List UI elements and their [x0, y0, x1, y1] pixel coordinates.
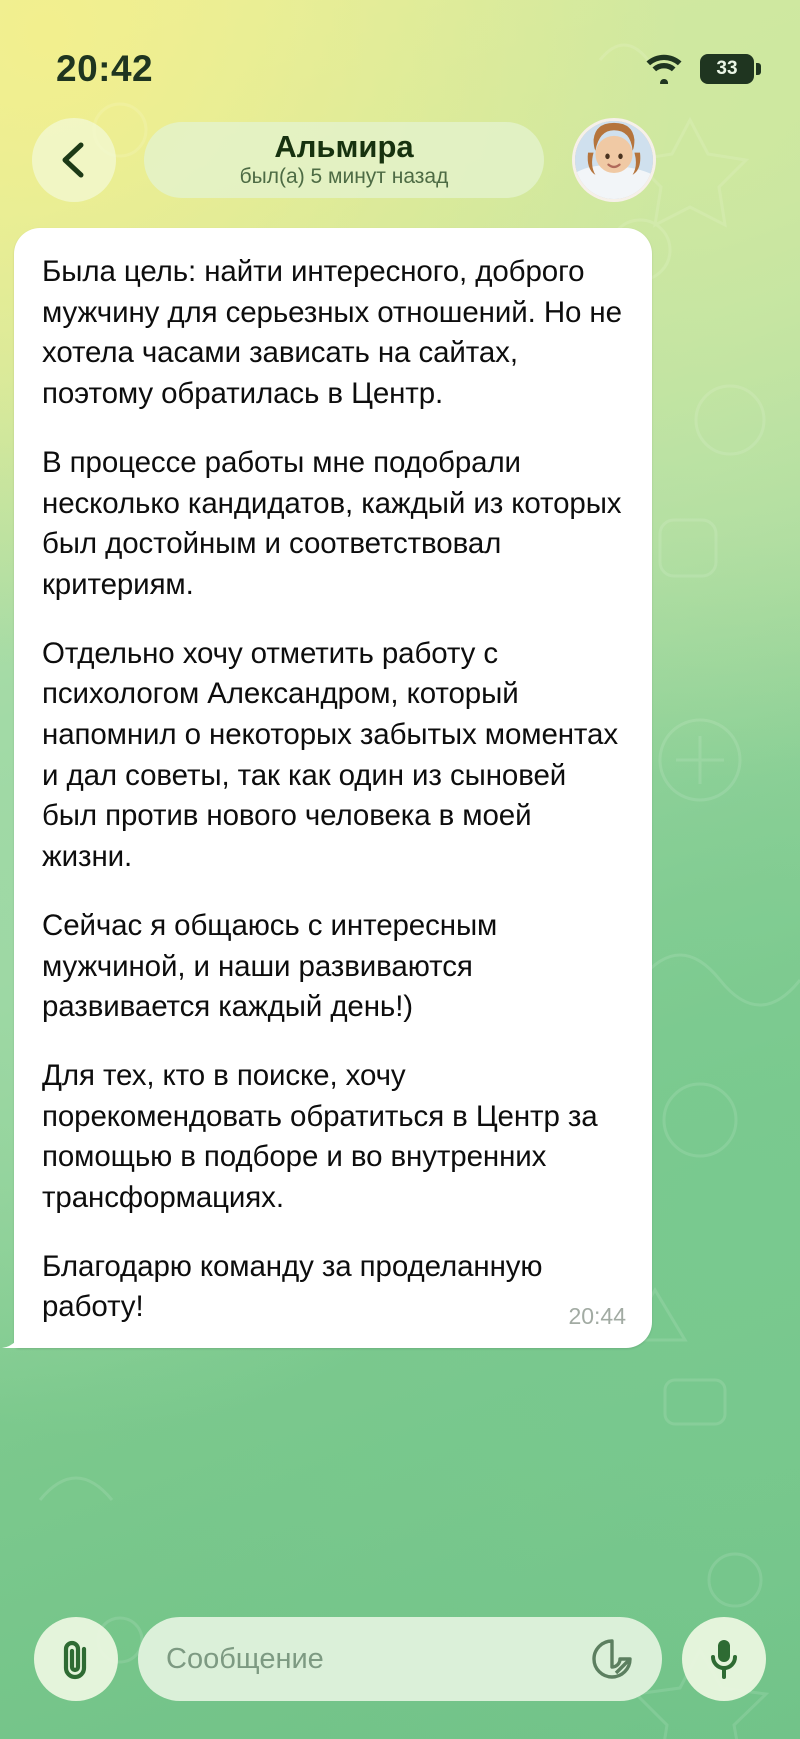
chat-title-pill[interactable] — [144, 122, 544, 198]
voice-record-button[interactable] — [682, 1617, 766, 1701]
bubble-tail — [2, 1324, 26, 1348]
message-paragraph: Была цель: найти интересного, доброго мужчину для серьезных отношений. Но не хотела часами зависать на сайтах, поэтому обратилась в Центр. — [42, 255, 622, 411]
chat-header — [0, 118, 800, 202]
message-input-placeholder: Сообщение — [166, 1642, 324, 1675]
message-list — [14, 228, 652, 1348]
avatar[interactable] — [572, 118, 656, 202]
message-paragraph: Для тех, кто в поиске, хочу порекомендовать обратиться в Центр за помощью в подборе и во внутренних трансформациях. — [42, 1058, 598, 1215]
message-bubble[interactable] — [14, 228, 652, 1348]
status-time: 20:42 — [56, 48, 154, 89]
message-input[interactable] — [138, 1617, 662, 1701]
chevron-left-icon — [57, 140, 91, 180]
paperclip-icon — [56, 1637, 96, 1681]
message-paragraph: Сейчас я общаюсь с интересным мужчиной, и наши развиваются развивается каждый день!) — [42, 908, 498, 1024]
wifi-icon — [644, 54, 684, 84]
last-seen-status: был(а) 5 минут назад — [239, 165, 449, 189]
battery-level: 33 — [716, 58, 738, 79]
battery-icon — [700, 54, 754, 84]
message-paragraph: Отдельно хочу отметить работу с психологом Александром, который напомнил о некоторых забытых моментах и дал советы, так как один из сыновей был против нового человека в моей жизни. — [42, 636, 618, 874]
sticker-icon[interactable] — [590, 1637, 634, 1681]
status-indicators — [644, 54, 754, 84]
message-timestamp: 20:44 — [568, 1303, 626, 1330]
status-bar — [0, 0, 800, 110]
microphone-icon — [707, 1636, 741, 1682]
message-paragraph: Благодарю команду за проделанную работу! — [42, 1249, 543, 1324]
back-button[interactable] — [32, 118, 116, 202]
message-composer — [0, 1611, 800, 1707]
avatar-image — [575, 121, 653, 199]
attach-button[interactable] — [34, 1617, 118, 1701]
page-title: Альмира — [274, 128, 414, 164]
message-paragraph: В процессе работы мне подобрали несколько кандидатов, каждый из которых был достойным и соответствовал критериям. — [42, 445, 622, 601]
